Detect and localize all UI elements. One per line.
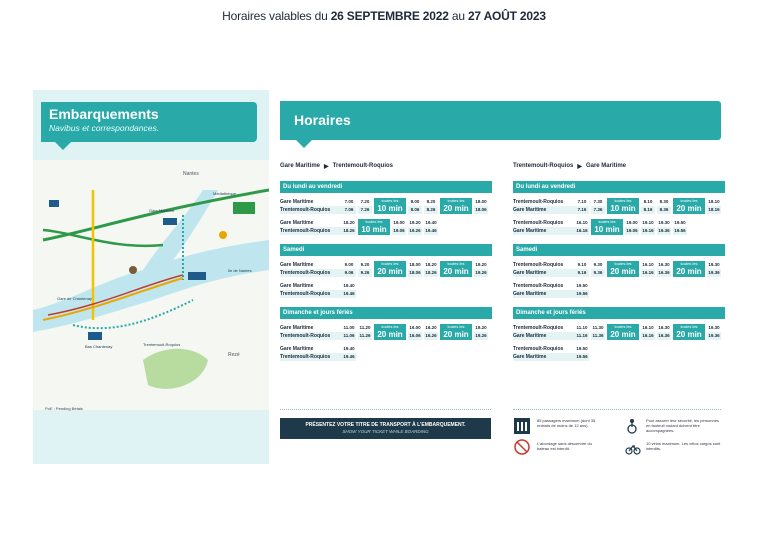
ticket-notice-en: SHOW YOUR TICKET WHILE BOARDING xyxy=(342,429,429,434)
stop-name: Gare Maritime xyxy=(280,325,314,331)
departure-time: 19.30 xyxy=(708,262,720,267)
departure-time: 19.20 xyxy=(475,325,487,330)
frequency-badge xyxy=(374,261,406,277)
stop-names xyxy=(280,261,342,277)
departure-cell xyxy=(408,219,422,235)
no-jump-icon xyxy=(514,439,530,455)
stop-name: Trentemoult-Roquios xyxy=(513,262,564,268)
frequency-value: 10 min xyxy=(610,204,636,213)
stop-name: Trentemoult-Roquios xyxy=(280,353,342,361)
frequency-label: toutes les xyxy=(680,198,698,203)
section-title: Samedi xyxy=(513,244,725,256)
departure-cell xyxy=(591,261,605,277)
departure-cell xyxy=(707,198,721,214)
section-title: Du lundi au vendredi xyxy=(280,181,492,193)
arrival-time: 19.26 xyxy=(475,333,487,338)
frequency-badge xyxy=(673,324,705,340)
section-title: Du lundi au vendredi xyxy=(513,181,725,193)
bike-notice: 10 vélos maximum. Les vélos cargos sont interdits. xyxy=(646,441,721,451)
ticket-notice xyxy=(280,418,491,439)
departure-cell xyxy=(575,324,589,340)
departure-cell xyxy=(707,324,721,340)
ticket-notice-fr: PRÉSENTEZ VOTRE TITRE DE TRANSPORT À L'EMBARQUEMENT. xyxy=(305,422,466,428)
arrival-time: 16.16 xyxy=(576,228,588,233)
departure-time: 16.30 xyxy=(658,262,670,267)
stop-name: Trentemoult-Roquios xyxy=(513,220,564,226)
stop-names xyxy=(513,198,575,214)
arrival-time: 9.26 xyxy=(358,269,372,277)
departure-time: 8.10 xyxy=(643,199,653,204)
stop-name: Gare Maritime xyxy=(513,227,575,235)
section-title: Samedi xyxy=(280,244,492,256)
stop-name: Trentemoult-Roquios xyxy=(280,269,342,277)
departure-cell xyxy=(408,324,422,340)
departure-cell xyxy=(342,324,356,340)
frequency-label: toutes les xyxy=(381,198,399,203)
arrival-time: 16.16 xyxy=(642,333,654,338)
arrival-time: 19.06 xyxy=(393,228,405,233)
frequency-badge xyxy=(673,198,705,214)
departure-time: 19.40 xyxy=(343,283,355,288)
frequency-badge xyxy=(607,324,639,340)
frequency-label: toutes les xyxy=(381,324,399,329)
map-label-nantes: Nantes xyxy=(183,171,199,177)
departure-cell xyxy=(342,219,356,235)
frequency-value: 20 min xyxy=(377,267,403,276)
departure-cell xyxy=(641,261,655,277)
departure-time: 9.00 xyxy=(344,262,354,267)
map-header xyxy=(41,102,257,142)
departure-cell xyxy=(657,198,671,214)
stop-name: Trentemoult-Roquios xyxy=(280,332,342,340)
stop-names xyxy=(513,261,575,277)
frequency-value: 20 min xyxy=(377,330,403,339)
departure-cell xyxy=(408,261,422,277)
frequency-badge xyxy=(607,198,639,214)
arrival-time: 18.26 xyxy=(425,270,437,275)
departure-time: 19.10 xyxy=(642,220,654,225)
route-return xyxy=(513,160,725,172)
horaires-title: Horaires xyxy=(294,112,351,128)
frequency-label: toutes les xyxy=(680,261,698,266)
departure-time: 7.30 xyxy=(593,199,603,204)
route-arrow-icon: ▶ xyxy=(577,163,582,170)
stop-name: Trentemoult-Roquios xyxy=(513,325,564,331)
arrival-time: 7.06 xyxy=(342,206,356,214)
capacity-notice: 85 passagers maximum (dont 35 enfants de moins de 12 ans). xyxy=(537,418,596,428)
arrival-time: 16.36 xyxy=(658,333,670,338)
arrival-time: 11.26 xyxy=(359,333,371,338)
departure-cell xyxy=(657,324,671,340)
arrival-time: 19.56 xyxy=(576,354,588,359)
frequency-value: 20 min xyxy=(443,330,469,339)
stop-names xyxy=(513,282,575,298)
arrival-time: 19.46 xyxy=(343,291,355,296)
schedule-block xyxy=(280,261,492,277)
departure-cell xyxy=(342,198,356,214)
route-to: Trentemoult-Roquios xyxy=(332,163,393,169)
map-label-gare-maritime: Gare Maritime xyxy=(149,208,175,213)
schedule-section xyxy=(513,244,725,298)
stop-names xyxy=(513,219,575,235)
stop-name: Gare Maritime xyxy=(513,332,575,340)
departure-cell xyxy=(673,219,687,235)
frequency-value: 20 min xyxy=(443,204,469,213)
frequency-label: toutes les xyxy=(381,261,399,266)
departure-time: 19.50 xyxy=(576,283,588,288)
route-from: Trentemoult-Roquios xyxy=(513,163,574,169)
departure-cell xyxy=(591,198,605,214)
departure-cell xyxy=(575,261,589,277)
schedule-block xyxy=(513,282,725,298)
stop-name: Trentemoult-Roquios xyxy=(280,206,342,214)
arrival-time: 19.46 xyxy=(343,354,355,359)
departure-time: 9.20 xyxy=(360,262,370,267)
departure-time: 7.00 xyxy=(344,199,354,204)
section-title: Dimanche et jours fériés xyxy=(280,307,492,319)
stop-names xyxy=(280,324,342,340)
schedule-section xyxy=(280,181,492,235)
arrival-time: 18.06 xyxy=(475,207,487,212)
departure-time: 18.20 xyxy=(425,262,437,267)
departure-time: 19.30 xyxy=(708,325,720,330)
arrival-time: 19.16 xyxy=(642,228,654,233)
stop-name: Trentemoult-Roquios xyxy=(280,227,342,235)
validity-banner xyxy=(0,9,768,23)
arrival-time: 9.36 xyxy=(591,269,605,277)
departure-cell xyxy=(474,261,488,277)
arrival-time: 11.06 xyxy=(343,333,355,338)
frequency-value: 20 min xyxy=(443,267,469,276)
schedule-section xyxy=(280,244,492,298)
departure-time: 8.00 xyxy=(410,199,420,204)
stop-name: Gare Maritime xyxy=(513,290,575,298)
stop-name: Gare Maritime xyxy=(280,346,314,352)
arrival-time: 8.26 xyxy=(424,206,438,214)
departure-cell xyxy=(392,219,406,235)
network-map-graphic xyxy=(33,160,269,410)
stop-name: Gare Maritime xyxy=(280,199,314,205)
frequency-label: toutes les xyxy=(680,324,698,329)
validity-mid: au xyxy=(451,9,465,23)
departure-time: 8.30 xyxy=(659,199,669,204)
schedule-section xyxy=(513,181,725,235)
departure-time: 7.10 xyxy=(577,199,587,204)
validity-end-date: 27 AOÛT 2023 xyxy=(467,9,546,23)
departure-time: 19.00 xyxy=(393,220,405,225)
frequency-label: toutes les xyxy=(447,324,465,329)
frequency-badge xyxy=(374,324,406,340)
arrival-time: 16.36 xyxy=(658,270,670,275)
wheelchair-icon xyxy=(625,418,641,434)
departure-time: 19.00 xyxy=(626,220,638,225)
capacity-icon xyxy=(514,418,530,434)
stop-names xyxy=(513,324,575,340)
stop-name: Trentemoult-Roquios xyxy=(513,346,564,352)
arrival-time: 18.16 xyxy=(708,207,720,212)
departure-cell xyxy=(474,198,488,214)
departure-time: 19.20 xyxy=(409,220,421,225)
frequency-value: 10 min xyxy=(594,225,620,234)
departure-time: 19.40 xyxy=(343,346,355,351)
route-from: Gare Maritime xyxy=(280,163,321,169)
stop-name: Gare Maritime xyxy=(280,283,314,289)
departure-time: 8.20 xyxy=(426,199,436,204)
departure-time: 18.10 xyxy=(708,199,720,204)
map-panel xyxy=(33,90,269,464)
schedule-block xyxy=(280,219,492,235)
arrival-time: 19.06 xyxy=(626,228,638,233)
frequency-badge xyxy=(607,261,639,277)
frequency-label: toutes les xyxy=(614,198,632,203)
frequency-label: toutes les xyxy=(365,219,383,224)
section-title: Dimanche et jours fériés xyxy=(513,307,725,319)
departure-cell xyxy=(641,198,655,214)
stop-name: Gare Maritime xyxy=(280,262,314,268)
schedule-block xyxy=(513,198,725,214)
arrival-time: 19.56 xyxy=(674,228,686,233)
stop-names xyxy=(280,345,342,361)
departure-cell xyxy=(707,261,721,277)
arrival-time: 18.26 xyxy=(343,228,355,233)
departure-time: 11.00 xyxy=(343,325,355,330)
map-credit: PoE : Pending Bétais xyxy=(45,406,83,411)
frequency-value: 20 min xyxy=(676,267,702,276)
frequency-value: 20 min xyxy=(676,330,702,339)
frequency-badge xyxy=(440,261,472,277)
frequency-label: toutes les xyxy=(447,198,465,203)
arrival-time: 16.26 xyxy=(425,333,437,338)
departure-cell xyxy=(358,324,372,340)
arrival-time: 19.36 xyxy=(708,270,720,275)
departure-time: 16.30 xyxy=(658,325,670,330)
arrival-time: 19.46 xyxy=(425,228,437,233)
frequency-label: toutes les xyxy=(614,261,632,266)
frequency-label: toutes les xyxy=(614,324,632,329)
frequency-badge xyxy=(591,219,623,235)
departure-cell xyxy=(424,324,438,340)
frequency-label: toutes les xyxy=(598,219,616,224)
frequency-badge xyxy=(673,261,705,277)
stop-name: Gare Maritime xyxy=(513,269,575,277)
stop-name: Gare Maritime xyxy=(513,206,575,214)
departure-time: 19.50 xyxy=(576,346,588,351)
schedule-block xyxy=(280,282,492,298)
arrival-time: 8.16 xyxy=(641,206,655,214)
departure-cell xyxy=(657,261,671,277)
map-label-gare-chantenay: Gare de Chantenay xyxy=(57,296,92,301)
wheelchair-notice: Pour assurer leur sécurité, les personnes en fauteuil roulant doivent être accompagnées. xyxy=(646,418,719,433)
schedule-section xyxy=(280,307,492,361)
departure-time: 16.10 xyxy=(576,220,588,225)
frequency-value: 20 min xyxy=(610,267,636,276)
frequency-value: 20 min xyxy=(676,204,702,213)
departure-cell xyxy=(342,282,356,298)
departure-time: 16.00 xyxy=(409,325,421,330)
departure-cell xyxy=(575,282,589,298)
horaires-header xyxy=(280,101,721,140)
stop-name: Trentemoult-Roquios xyxy=(513,283,564,289)
arrival-time: 18.06 xyxy=(409,270,421,275)
arrival-time: 7.36 xyxy=(591,206,605,214)
frequency-value: 10 min xyxy=(377,204,403,213)
departure-cell xyxy=(641,324,655,340)
departure-cell xyxy=(657,219,671,235)
map-subtitle: Navibus et correspondances. xyxy=(49,123,160,133)
departure-cell xyxy=(424,261,438,277)
departure-cell xyxy=(342,345,356,361)
map-title: Embarquements xyxy=(49,106,159,122)
arrival-time: 9.06 xyxy=(342,269,356,277)
arrival-time: 19.56 xyxy=(576,291,588,296)
validity-start-date: 26 SEPTEMBRE 2022 xyxy=(330,9,449,23)
arrival-time: 9.16 xyxy=(575,269,589,277)
arrival-time: 19.36 xyxy=(658,228,670,233)
arrival-time: 19.36 xyxy=(708,333,720,338)
departure-time: 9.10 xyxy=(577,262,587,267)
stop-name: Trentemoult-Roquios xyxy=(280,290,342,298)
frequency-label: toutes les xyxy=(447,261,465,266)
stop-names xyxy=(280,219,342,235)
frequency-value: 10 min xyxy=(361,225,387,234)
map-label-reze: Rezé xyxy=(228,352,240,358)
map-label-mediatheque: Médiathèque xyxy=(213,191,237,196)
departure-time: 19.50 xyxy=(674,220,686,225)
stop-name: Trentemoult-Roquios xyxy=(513,199,564,205)
departure-time: 19.30 xyxy=(658,220,670,225)
map-label-trentemoult: Trentemoult-Roquios xyxy=(143,342,181,347)
schedule-block xyxy=(280,324,492,340)
departure-time: 9.30 xyxy=(593,262,603,267)
arrival-time: 8.06 xyxy=(408,206,422,214)
departure-cell xyxy=(575,345,589,361)
route-to: Gare Maritime xyxy=(585,163,626,169)
schedule-block xyxy=(280,198,492,214)
no-jump-notice: L'abordage sans descendre du bateau est interdit. xyxy=(537,441,592,451)
frequency-badge xyxy=(440,324,472,340)
departure-time: 16.20 xyxy=(425,325,437,330)
frequency-badge xyxy=(440,198,472,214)
departure-cell xyxy=(575,219,589,235)
arrival-time: 11.36 xyxy=(592,333,604,338)
schedule-block xyxy=(280,345,492,361)
departure-time: 11.30 xyxy=(592,325,604,330)
frequency-badge xyxy=(374,198,406,214)
frequency-value: 20 min xyxy=(610,330,636,339)
validity-prefix: Horaires valables du xyxy=(222,9,328,23)
departure-time: 11.10 xyxy=(576,325,588,330)
timetable-outbound xyxy=(280,160,492,361)
departure-cell xyxy=(424,198,438,214)
departure-time: 19.20 xyxy=(475,262,487,267)
schedule-block xyxy=(513,261,725,277)
stop-names xyxy=(280,282,342,298)
route-outbound xyxy=(280,160,492,172)
route-arrow-icon: ▶ xyxy=(324,163,329,170)
schedule-block xyxy=(513,345,725,361)
arrival-time: 11.16 xyxy=(576,333,588,338)
departure-cell xyxy=(358,261,372,277)
departure-cell xyxy=(474,324,488,340)
stop-name: Gare Maritime xyxy=(280,220,314,226)
departure-time: 7.20 xyxy=(360,199,370,204)
separator xyxy=(513,409,721,410)
departure-time: 11.20 xyxy=(359,325,371,330)
departure-time: 16.10 xyxy=(642,325,654,330)
arrival-time: 16.16 xyxy=(642,270,654,275)
departure-time: 18.00 xyxy=(475,199,487,204)
frequency-badge xyxy=(358,219,390,235)
timetable-return xyxy=(513,160,725,361)
arrival-time: 7.26 xyxy=(358,206,372,214)
departure-cell xyxy=(424,219,438,235)
map-label-bas-chantenay: Bas Chantenay xyxy=(85,344,113,349)
stop-name: Gare Maritime xyxy=(513,353,575,361)
departure-time: 19.40 xyxy=(425,220,437,225)
bike-icon xyxy=(625,440,641,456)
departure-cell xyxy=(625,219,639,235)
arrival-time: 16.06 xyxy=(409,333,421,338)
stop-names xyxy=(280,198,342,214)
separator xyxy=(280,409,491,410)
arrival-time: 19.26 xyxy=(409,228,421,233)
arrival-time: 7.16 xyxy=(575,206,589,214)
departure-cell xyxy=(641,219,655,235)
departure-time: 18.20 xyxy=(343,220,355,225)
schedule-block xyxy=(513,219,725,235)
departure-cell xyxy=(591,324,605,340)
schedule-section xyxy=(513,307,725,361)
arrival-time: 8.36 xyxy=(657,206,671,214)
departure-cell xyxy=(575,198,589,214)
departure-cell xyxy=(408,198,422,214)
map-label-ile-de-nantes: Ile de Nantes xyxy=(228,268,252,273)
arrival-time: 19.26 xyxy=(475,270,487,275)
stop-names xyxy=(513,345,575,361)
network-map xyxy=(33,160,269,410)
schedule-block xyxy=(513,324,725,340)
departure-time: 16.10 xyxy=(642,262,654,267)
departure-cell xyxy=(342,261,356,277)
departure-cell xyxy=(358,198,372,214)
departure-time: 18.00 xyxy=(409,262,421,267)
